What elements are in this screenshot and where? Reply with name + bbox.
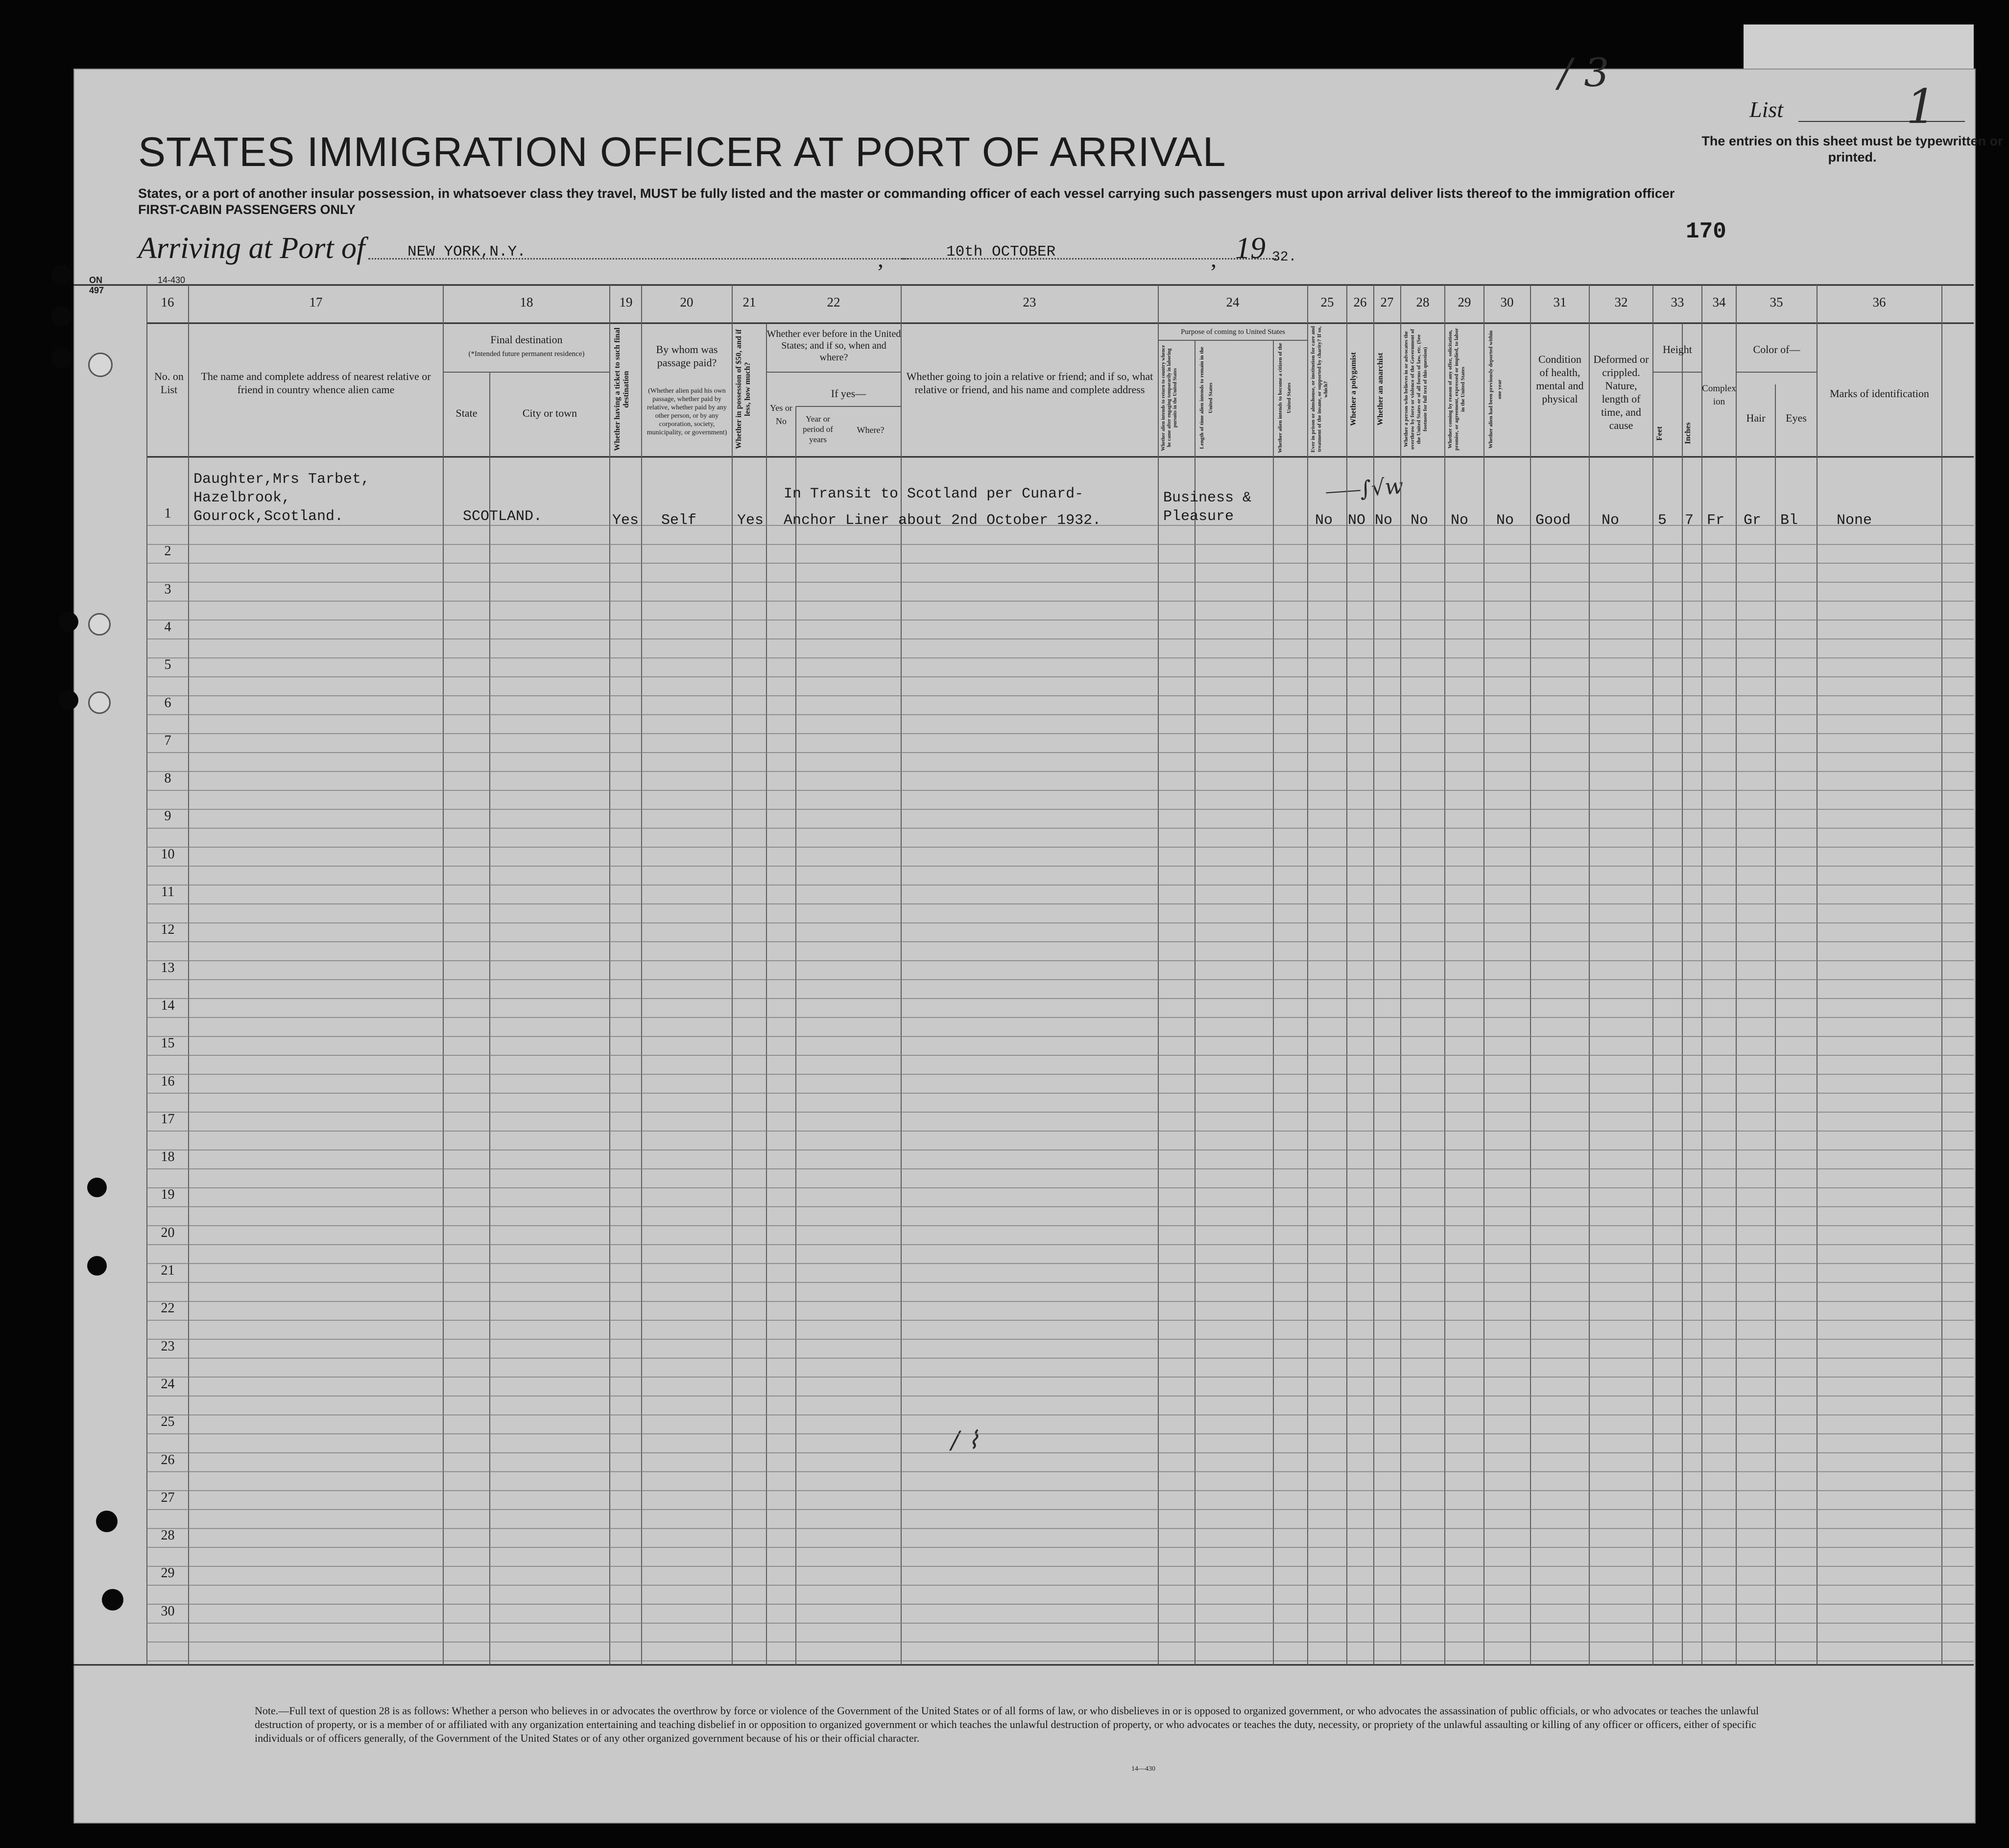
col-22-where: Where?: [857, 425, 885, 435]
col-30-header: Whether alien had been previously deported within one year: [1488, 330, 1503, 449]
handwritten-corner-mark: / 3: [1558, 50, 1609, 95]
column-number: 21: [742, 295, 756, 309]
col-18-subheader: (*Intended future permanent residence): [468, 350, 585, 358]
column-number: 30: [1500, 295, 1514, 309]
col-21-header: Whether in possession of $50, and if less, how much?: [735, 329, 752, 450]
column-number: 31: [1553, 295, 1567, 309]
col-18-header: Final destination: [490, 333, 563, 346]
col-22-yesno: Yes or No: [770, 403, 792, 426]
row-number: 25: [161, 1414, 175, 1430]
prison-cell: No: [1315, 512, 1333, 529]
row-number: 4: [164, 619, 171, 635]
health-cell: Good: [1535, 512, 1571, 529]
row-number: 11: [161, 884, 174, 900]
row-number: 18: [161, 1149, 175, 1165]
arriving-label: Arriving at Port of: [138, 232, 365, 265]
row-number: 21: [161, 1263, 175, 1278]
intro-line-2: FIRST-CABIN PASSENGERS ONLY: [138, 202, 356, 217]
column-number: 29: [1458, 295, 1471, 309]
col-22-year: Year or period of years: [803, 414, 833, 444]
col-22-ifyes: If yes—: [831, 387, 866, 400]
fifty-cell: Yes: [737, 512, 764, 529]
row-number: 24: [161, 1376, 175, 1392]
col-35-eyes: Eyes: [1786, 412, 1807, 424]
page-title: STATES IMMIGRATION OFFICER AT PORT OF ARRIVAL: [138, 129, 1226, 175]
typed-note: The entries on this sheet must be typewritten or printed.: [1701, 134, 2003, 165]
col-19-header: Whether having a ticket to such final destination: [613, 327, 630, 451]
row-number: 28: [161, 1528, 175, 1543]
col-24-sub-c: Whether alien intends to become a citizen of the United States: [1277, 343, 1292, 453]
row-number: 23: [161, 1338, 175, 1354]
eyes-cell: Bl: [1780, 512, 1798, 529]
col-34-header: Complexion: [1702, 383, 1736, 407]
column-number: 28: [1416, 295, 1430, 309]
column-number: 34: [1712, 295, 1726, 309]
handwritten-annotation: ⸺∫√w: [1322, 474, 1404, 504]
col-31-header: Condition of health, mental and physical: [1536, 353, 1584, 405]
ticket-cell: Yes: [612, 512, 639, 529]
sheet-number: 170: [1686, 219, 1726, 244]
row-number: 6: [164, 695, 171, 711]
list-number: 1: [1906, 79, 1937, 134]
row-number: 1: [164, 506, 171, 521]
row-number: 9: [164, 808, 171, 824]
row-number: 19: [161, 1187, 175, 1203]
row-number: 26: [161, 1452, 175, 1468]
column-number: 20: [680, 295, 694, 309]
col-20-subheader: (Whether alien paid his own passage, whether paid by relative, whether paid by any other person, or by any corporation, society, municipality, or government): [646, 387, 727, 436]
col-35-header: Color of—: [1753, 343, 1800, 355]
col-18-city: City or town: [522, 407, 577, 419]
col-16-header: No. on List: [154, 370, 184, 396]
column-number: 26: [1353, 295, 1367, 309]
passage-cell: Self: [661, 512, 697, 529]
column-number: 25: [1320, 295, 1334, 309]
row-number: 12: [161, 922, 175, 938]
col-26-header: Whether a polygamist: [1349, 352, 1358, 426]
row-number: 3: [164, 581, 171, 597]
col-24-sub-b: Length of time alien intends to remain in the United States: [1199, 347, 1214, 449]
purpose-line-2: Pleasure: [1163, 508, 1234, 525]
purpose-line-1: Business &: [1163, 490, 1252, 506]
col-35-hair: Hair: [1746, 412, 1766, 424]
complexion-cell: Fr: [1707, 512, 1725, 529]
row-number: 22: [161, 1301, 175, 1316]
col-23-header: Whether going to join a relative or friend; and if so, what relative or friend, and his name and complete address: [906, 370, 1153, 396]
handwritten-marks: / ⌇: [951, 1426, 980, 1454]
row-number: 17: [161, 1111, 175, 1127]
col-20-header: By whom was passage paid?: [656, 343, 718, 369]
year-prefix: 19: [1235, 232, 1266, 265]
col-36-header: Marks of identification: [1830, 387, 1929, 400]
q28-cell: No: [1411, 512, 1429, 529]
row-number: 8: [164, 771, 171, 786]
footnote: Note.—Full text of question 28 is as follows: Whether a person who believes in or advocates the overthrow by force or violence of the Government of the United States or of all forms of law, or who disbelieves in or is opposed to organized government, or who advocates the assassination of public officials, or who advocates or teaches the unlawful destruction of property, or is a member of or affiliated with any organization entertaining and teaching disbelief in or opposition to organized government or which teaches the unlawful destruction of property, or who advocates or teaches the duty, necessity, or propriety of the unlawful assaulting or killing of any officer or officers, either of specific individuals or of officers generally, of the Government of the United States or of any other organized government because of his or their official character.: [255, 1705, 1759, 1744]
col-29-header: Whether coming by reason of any offer, solicitation, promise, or agreement, expressed or implied, to labor in the United States: [1447, 328, 1466, 451]
row-number: 10: [161, 846, 175, 862]
column-number: 36: [1872, 295, 1886, 309]
column-number: 27: [1380, 295, 1394, 309]
row-number: 5: [164, 657, 171, 673]
form-code-bottom: 14—430: [1131, 1765, 1155, 1773]
col-33-inches: Inches: [1684, 422, 1692, 445]
comma-2: ,: [1211, 246, 1217, 272]
state-cell: SCOTLAND.: [463, 508, 543, 525]
column-number: 33: [1671, 295, 1684, 309]
column-number: 23: [1023, 295, 1036, 309]
form-code-top: 14-430: [158, 275, 186, 285]
intro-line-1: States, or a port of another insular possession, in whatsoever class they travel, MUST be fully listed and the master or commanding officer of each vessel carrying such passengers must upon arrival deliver lists thereof to the immigration officer: [138, 186, 1675, 201]
join-line-1: In Transit to Scotland per Cunard-: [784, 486, 1084, 502]
date-value: 10th OCTOBER: [946, 243, 1056, 261]
row-number: 16: [161, 1073, 175, 1089]
column-number: 17: [309, 295, 323, 309]
row-number: 7: [164, 733, 171, 748]
col-24-header: Purpose of coming to United States: [1181, 328, 1285, 336]
row-number: 20: [161, 1225, 175, 1240]
deformed-cell: No: [1602, 512, 1620, 529]
q29-cell: No: [1451, 512, 1469, 529]
row-number: 2: [164, 544, 171, 559]
deported-cell: No: [1496, 512, 1514, 529]
column-number: 19: [619, 295, 633, 309]
feet-cell: 5: [1658, 512, 1667, 529]
col-28-header: Whether a person who believes in or advocates the overthrow by force or violence of the Government of the United States or of all forms of law, etc. (See footnote for full text of this question): [1403, 329, 1428, 450]
port-value: NEW YORK,N.Y.: [407, 243, 526, 261]
marks-cell: None: [1837, 512, 1872, 529]
col-27-header: Whether an anarchist: [1376, 353, 1385, 426]
anarchist-cell: No: [1375, 512, 1393, 529]
col-22-header: Whether ever before in the United States; and if so, when and where?: [766, 329, 901, 363]
row-number: 13: [161, 960, 175, 975]
margin-tag: ON 497: [89, 275, 104, 295]
col-32-header: Deformed or crippled. Nature, length of time, and cause: [1593, 353, 1649, 431]
comma-1: ,: [878, 246, 884, 272]
list-label: List: [1749, 97, 1784, 122]
col-24-sub-a: Whether alien intends to return to country whence he came after engaging temporarily in laboring pursuits in the United States: [1161, 345, 1178, 451]
col-33-feet: Feet: [1655, 426, 1664, 441]
relative-line-1: Daughter,Mrs Tarbet,: [193, 471, 370, 488]
relative-line-3: Gourock,Scotland.: [193, 508, 344, 525]
row-number: 27: [161, 1490, 175, 1505]
col-25-header: Ever in prison or almshouse, or institution for care and treatment of the insane, or supported by charity? If so, which?: [1310, 326, 1329, 453]
polygamist-cell: NO: [1348, 512, 1366, 529]
row-number: 29: [161, 1565, 175, 1581]
year-suffix: 32.: [1272, 250, 1297, 265]
column-number: 35: [1770, 295, 1783, 309]
row-number: 14: [161, 997, 175, 1013]
column-number: 24: [1226, 295, 1240, 309]
join-line-2: Anchor Liner about 2nd October 1932.: [784, 512, 1101, 529]
relative-line-2: Hazelbrook,: [193, 490, 291, 506]
col-17-header: The name and complete address of nearest relative or friend in country whence alien came: [201, 370, 431, 396]
column-number: 18: [520, 295, 533, 309]
col-18-state: State: [455, 407, 478, 419]
row-number: 30: [161, 1603, 175, 1619]
hair-cell: Gr: [1744, 512, 1762, 529]
column-number: 16: [161, 295, 174, 309]
row-number: 15: [161, 1036, 175, 1051]
column-number: 22: [827, 295, 840, 309]
inches-cell: 7: [1685, 512, 1694, 529]
col-33-header: Height: [1663, 343, 1692, 355]
column-number: 32: [1614, 295, 1628, 309]
